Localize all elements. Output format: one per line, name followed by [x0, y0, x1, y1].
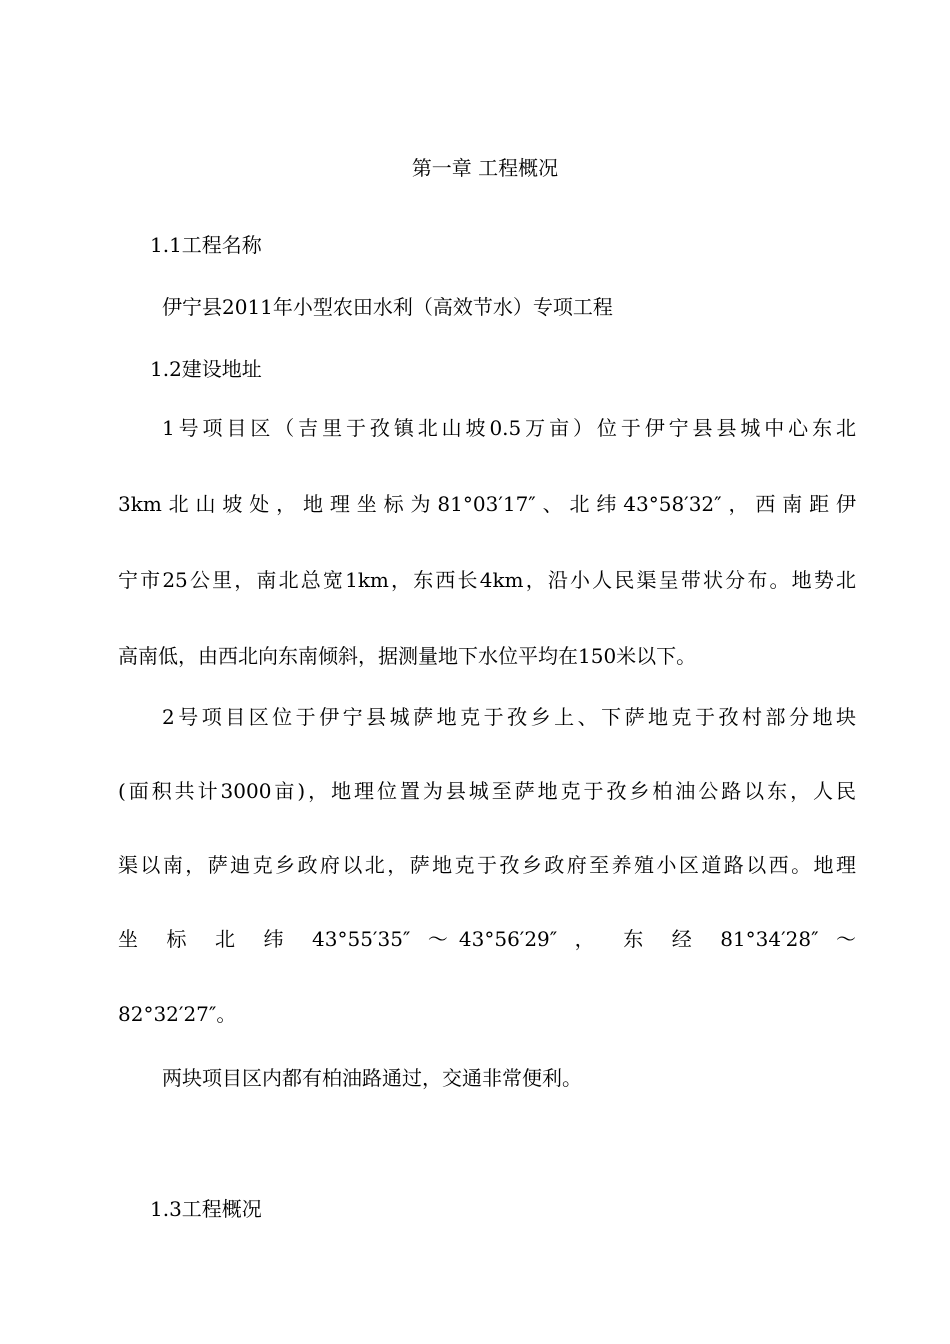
- paragraph-line: 宁市25公里，南北总宽1km，东西长4km，沿小人民渠呈带状分布。地势北: [118, 568, 856, 592]
- project-name-text: 伊宁县2011年小型农田水利（高效节水）专项工程: [162, 295, 613, 319]
- paragraph-line: 高南低，由西北向东南倾斜，据测量地下水位平均在150米以下。: [118, 644, 697, 668]
- paragraph-line: 1号项目区（吉里于孜镇北山坡0.5万亩）位于伊宁县县城中心东北: [162, 416, 856, 440]
- paragraph-line: 两块项目区内都有柏油路通过，交通非常便利。: [162, 1066, 582, 1090]
- paragraph-line: (面积共计3000亩)，地理位置为县城至萨地克于孜乡柏油公路以东，人民: [118, 779, 856, 803]
- paragraph-line: 2号项目区位于伊宁县城萨地克于孜乡上、下萨地克于孜村部分地块: [162, 705, 856, 729]
- paragraph-line: 坐 标 北 纬 43°55′35″ ～43°56′29″ ， 东 经 81°34′28″ ～: [118, 927, 856, 951]
- paragraph-line: 渠以南，萨迪克乡政府以北，萨地克于孜乡政府至养殖小区道路以西。地理: [118, 853, 856, 877]
- section-heading-1-2: 1.2建设地址: [150, 357, 262, 381]
- paragraph-line: 3km北山坡处，地理坐标为81°03′17″、北纬43°58′32″，西南距伊: [118, 492, 856, 516]
- paragraph-line: 82°32′27″。: [118, 1002, 237, 1026]
- section-heading-1-1: 1.1工程名称: [150, 233, 262, 257]
- chapter-title: 第一章 工程概况: [411, 156, 559, 180]
- section-heading-1-3: 1.3工程概况: [150, 1197, 262, 1221]
